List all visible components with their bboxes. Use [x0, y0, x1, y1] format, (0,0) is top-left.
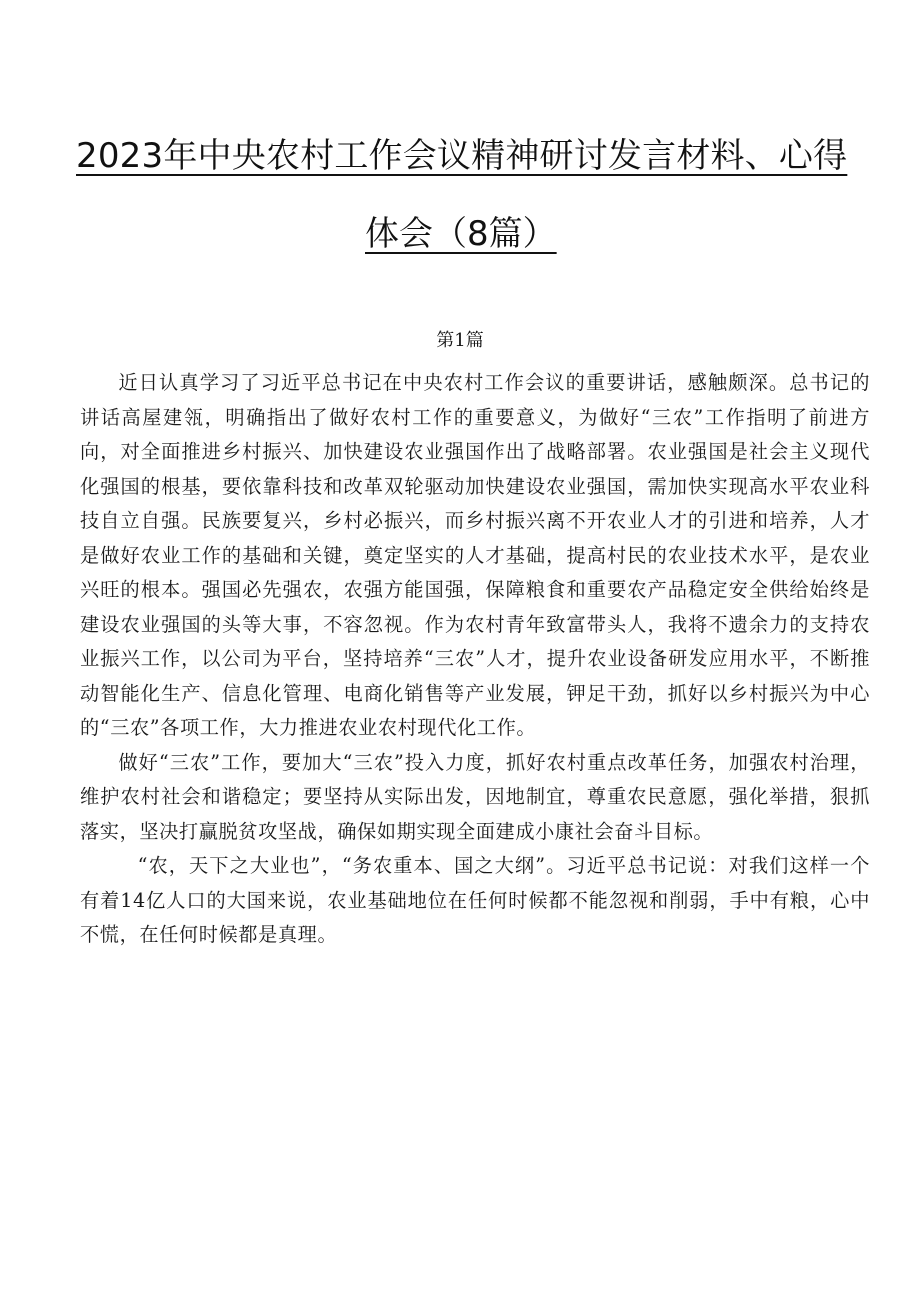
paragraph-2: 做好“三农”工作，要加大“三农”投入力度，抓好农村重点改革任务，加强农村治理，维护农村社会和谐稳定；要坚持从实际出发，因地制宜，尊重农民意愿，强化举措，狠抓落实，坚决打赢脱贫攻坚战，确保如期实现全面建成小康社会奋斗目标。 [80, 750, 870, 843]
paragraph-3: “农，天下之大业也”，“务农重本、国之大纲”。习近平总书记说：对我们这样一个有着14亿人口的大国来说，农业基础地位在任何时候都不能忽视和削弱，手中有粮，心中不慌，在任何时候都是真理。 [80, 854, 870, 946]
section-heading: 第1篇 [436, 330, 484, 351]
document-title-line-2: 体会（8篇） [365, 214, 557, 254]
paragraph-1: 近日认真学习了习近平总书记在中央农村工作会议的重要讲话，感触颇深。总书记的讲话高屋建瓴，明确指出了做好农村工作的重要意义，为做好“三农”工作指明了前进方向，对全面推进乡村振兴、加快建设农业强国作出了战略部署。农业强国是社会主义现代化强国的根基，要依靠科技和改革双轮驱动加快建设农业强国，需加快实现高水平农业科技自立自强。民族要复兴，乡村必振兴，而乡村振兴离不开农业人才的引进和培养，人才是做好农业工作的基础和关键，奠定坚实的人才基础，提高村民的农业技术水平，是农业兴旺的根本。强国必先强农，农强方能国强，保障粮食和重要农产品稳定安全供给始终是建设农业强国的头等大事，不容忽视。作为农村青年致富带头人，我将不遗余力的支持农业振兴工作，以公司为平台，坚持培养“三农”人才，提升农业设备研发应用水平，不断推动智能化生产、信息化管理、电商化销售等产业发展，钾足干劲，抓好以乡村振兴为中心的“三农”各项工作，大力推进农业农村现代化工作。 [80, 371, 870, 739]
document-title-line-1: 2023年中央农村工作会议精神研讨发言材料、心得 [76, 136, 848, 176]
document-body [80, 366, 870, 953]
